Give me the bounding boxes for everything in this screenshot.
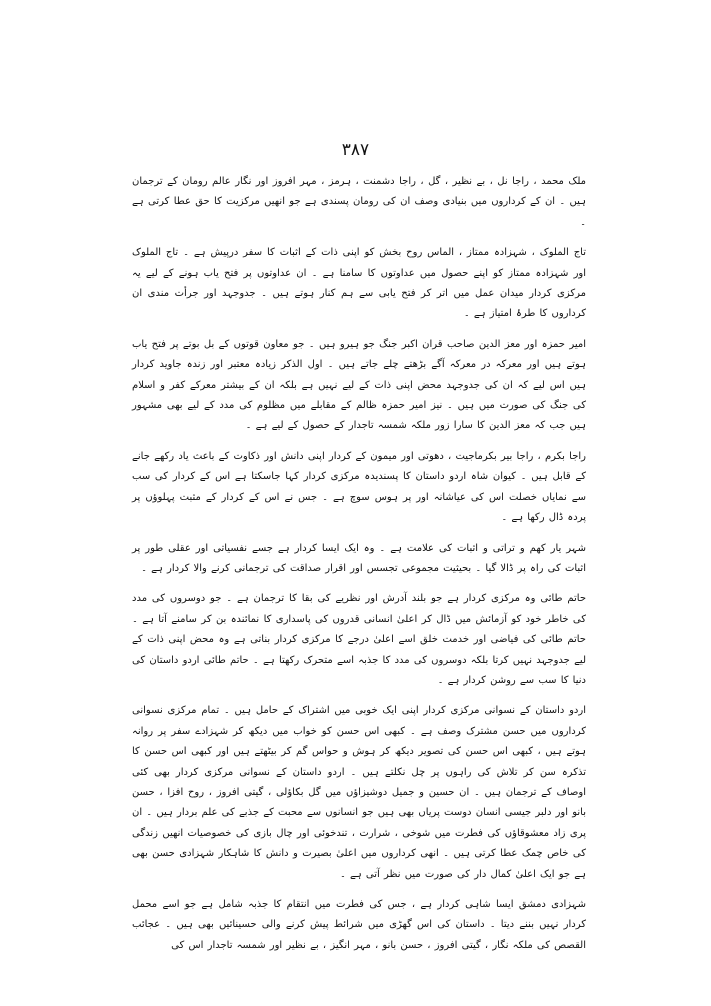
paragraph-female-characters: اردو داستان کے نسوانی مرکزی کردار اپنی ایک خوبی میں اشتراک کے حامل ہیں ۔ تمام مرکزی نسوانی کرداروں میں حسن مشترک وصف ہے ۔ کبھی اس حسن کو خواب میں دیکھ کر شہزادے سفر پر روانہ ہوتے ہیں ، کبھی اس حسن کی تصویر دیکھ کر ہوش و حواس گم کر بیٹھتے ہیں اور کبھی اس حسن کا تذکرہ سن کر تلاش کی راہوں پر چل نکلتے ہیں ۔ اردو داستان کے نسوانی مرکزی کردار بھی کئی اوصاف کے ترجمان ہیں ۔ ان حسین و جمیل دوشیزاؤں میں گل بکاؤلی ، گیتی افروز ، روح افزا ، حسن بانو اور دلبر جیسی انسان دوست پریاں بھی ہیں جو انسانوں سے محبت کے جذبے کی علم بردار ہیں ۔ ان پری زاد معشوقاؤں کی فطرت میں شوخی ، شرارت ، تندخوئی اور چال بازی کی خصوصیات انھیں زندگی کی خاص چمک عطا کرتی ہیں ۔ انھی کرداروں میں اعلیٰ بصیرت و دانش کا شاہکار شہزادی حسن بھی ہے جو ایک اعلیٰ کمال دار کی صورت میں نظر آتی ہے ۔ [132, 705, 586, 880]
paragraph-shehryar: شہر یار کھم و تراتی و اثبات کی علامت ہے ۔ وہ ایک ایسا کردار ہے جسے نفسیاتی اور عقلی طور پر اثبات کی راہ پر ڈالا گیا ۔ بحیثیت مجموعی تجسس اور اقرار صداقت کی ترجمانی کرنے والا کردار ہے ۔ [132, 542, 586, 574]
paragraph-romantic-characters: ملک محمد ، راجا نل ، بے نظیر ، گل ، راجا دشمنت ، ہرمز ، مہر افروز اور نگار عالم رومان کے ترجمان ہیں ۔ ان کے کرداروں میں بنیادی وصف ان کی رومان پسندی ہے جو انھیں مرکزیت کا حق عطا کرتی ہے ۔ [132, 176, 586, 228]
paragraph-raja-bikram: راجا بکرم ، راجا بیر بکرماجیت ، دھوتی اور میمون کے کردار اپنی دانش اور ذکاوت کے باعث یاد رکھے جانے کے قابل ہیں ۔ کیوان شاہ اردو داستان کا پسندیدہ مرکزی کردار کہا جاسکتا ہے اس کے کردار کی سب سے نمایاں خصلت اس کی عیاشانہ اور پر ہوس سوچ ہے ۔ جس نے اس کے کردار کے مثبت پہلوؤں پر پردہ ڈال رکھا ہے ۔ [132, 450, 586, 524]
paragraph-princess-damascus: شہزادی دمشق ایسا شاہی کردار ہے ، جس کی فطرت میں انتقام کا جذبہ شامل ہے جو اسے محمل کردار نہیں بننے دیتا ۔ داستان کی اس گھڑی میں شرائط پیش کرنے والی حسینائیں بھی ہیں ۔ عجائب القصص کی ملکہ نگار ، گیتی افروز ، حسن بانو ، مہر انگیز ، بے نظیر اور شمسہ تاجدار اس کی [132, 899, 586, 951]
paragraph-taj-ul-mulook: تاج الملوک ، شہزادہ ممتاز ، الماس روح بخش کو اپنی ذات کے اثبات کا سفر درپیش ہے ۔ تاج الملوک اور شہزادہ ممتاز کو اپنے حصول میں عداوتوں کا سامنا ہے ۔ ان عداوتوں پر فتح یاب ہونے کے لیے یہ مرکزی کردار میدان عمل میں اتر کر فتح یابی سے ہم کنار ہوتے ہیں ۔ جدوجہد اور جرأت مندی ان کرداروں کا طرۂ امتیاز ہے ۔ [132, 247, 586, 320]
paragraph-ameer-hamza: امیر حمزہ اور معز الدین صاحب قران اکبر جنگ جو ہیرو ہیں ۔ جو معاون قوتوں کے بل بوتے پر فتح یاب ہوتے ہیں اور معرکہ در معرکہ آگے بڑھتے چلے جاتے ہیں ۔ اول الذکر زیادہ معتبر اور زندہ جاوید کردار ہیں اس لیے کہ ان کی جدوجہد محض اپنی ذات کے لیے نہیں ہے بلکہ ان کے بیشتر معرکے کفر و اسلام کی جنگ کی صورت میں ہیں ۔ نیز امیر حمزہ ظالم کے مقابلے میں مظلوم کی مدد کے لیے بھی مشہور ہیں جب کہ معز الدین کا سارا زور ملکہ شمسہ تاجدار کے حصول کے لیے ہے ۔ [132, 338, 586, 432]
paragraph-hatim-tai: حاتم طائی وہ مرکزی کردار ہے جو بلند آدرش اور نظریے کی بقا کا ترجمان ہے ۔ جو دوسروں کی مدد کی خاطر خود کو آزمائش میں ڈال کر اعلیٰ انسانی قدروں کی پاسداری کا نمائندہ بن کر سامنے آتا ہے ۔ حاتم طائی کی فیاضی اور خدمت خلق اسے اعلیٰ درجے کا مرکزی کردار بناتی ہے وہ محض اپنی ذات کے لیے جدوجہد نہیں کرتا بلکہ دوسروں کی مدد کا جذبہ اسے متحرک رکھتا ہے ۔ حاتم طائی اردو داستان کی دنیا کا سب سے روشن کردار ہے ۔ [132, 593, 587, 686]
body-text [132, 172, 586, 956]
page-number: ۳۸۷ [341, 140, 370, 160]
